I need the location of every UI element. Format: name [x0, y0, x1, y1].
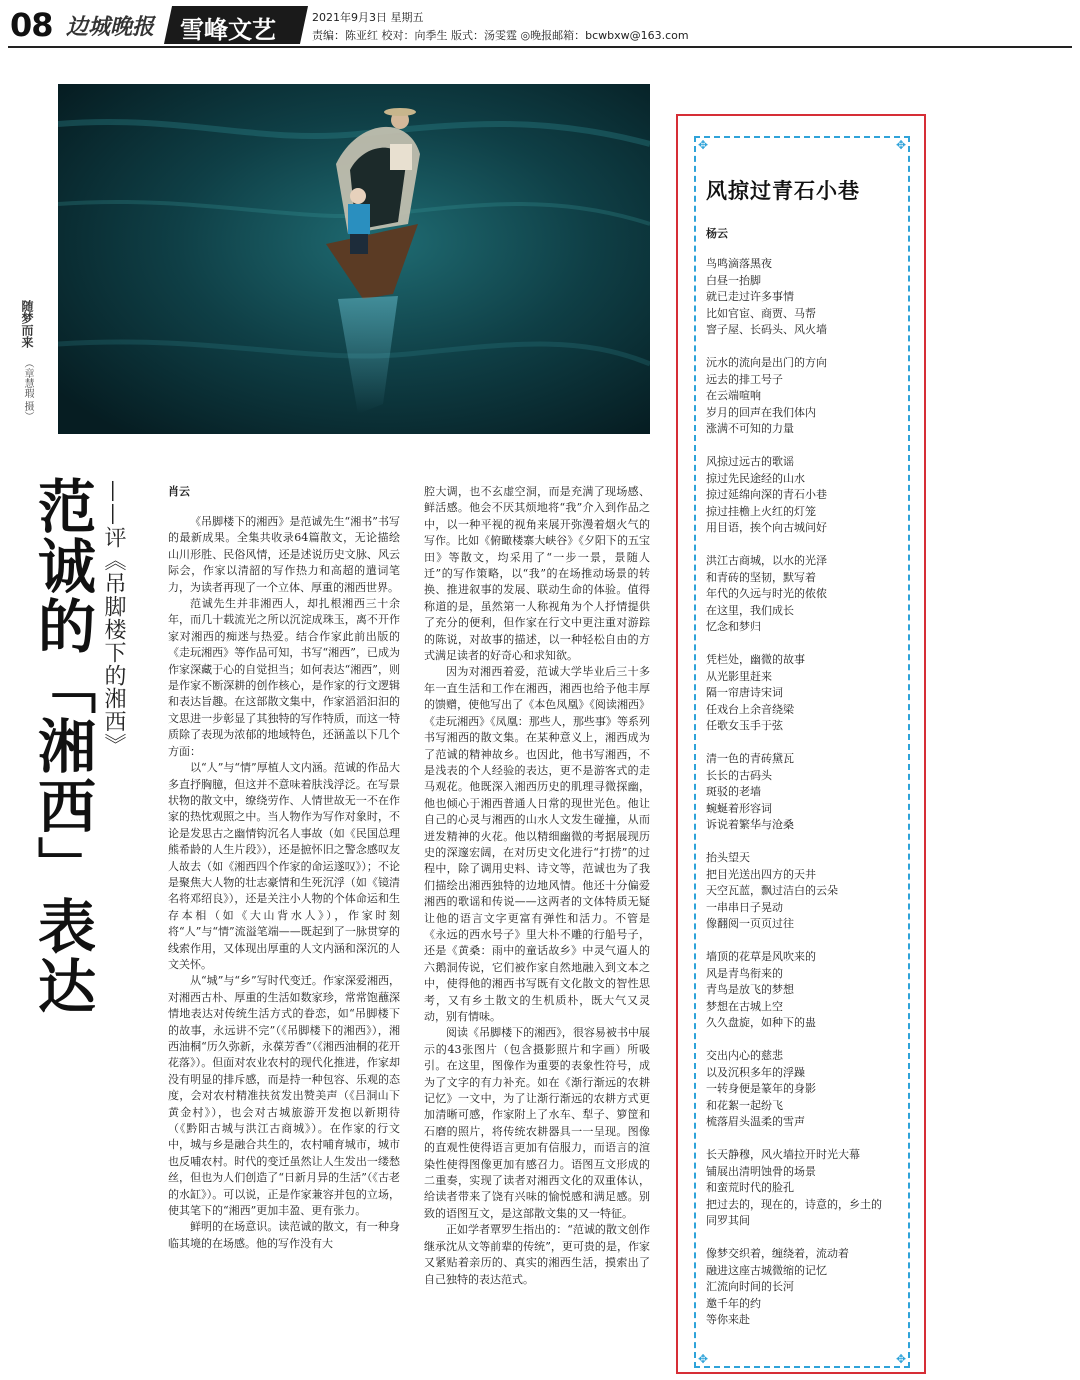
issue-date: 2021年9月3日 星期五	[312, 11, 424, 24]
poem-line: 以及沉积多年的浮躁	[706, 1065, 805, 1079]
poem-line: 像梦交织着，缠绕着，流动着	[706, 1247, 849, 1260]
poem-line: 沅水的流向是出门的方向	[706, 356, 827, 369]
corner-ornament-icon: ✥	[697, 138, 709, 152]
article-paragraph: 鲜明的在场意识。读范诚的散文，有一种身临其境的在场感。他的写作没有大	[168, 1220, 400, 1250]
poem-line: 掠过挂檐上火红的灯笼	[706, 504, 816, 518]
poem-line: 同罗其间	[706, 1214, 750, 1227]
poem-line: 一转身便是篆年的身影	[706, 1082, 816, 1095]
poem-line: 用目语，挨个向古城问好	[706, 521, 827, 534]
article-paragraph: 范诚先生并非湘西人，却扎根湘西三十余年，而几十载流光之所以沉淀成珠玉，离不开作家对湘西的痴迷与热爱。结合作家此前出版的《走玩湘西》等作品可知，书写“湘西”，已成为作家深藏于心的自觉担当；如何表达“湘西”，则是作家不断深耕的创作核心，是作家的行文逻辑和表达旨趣。在这部散文集中，作家滔滔汩汩的文思进一步彰显了其独特的写作特质，而这一特质除了表现为浓郁的地域特色，还涵盖以下几个方面：	[168, 597, 400, 758]
poem-line: 诉说着繁华与沧桑	[706, 818, 794, 831]
poem-line: 抬头望天	[706, 851, 750, 864]
poem-line: 交出内心的慈悲	[706, 1049, 783, 1062]
poem-stanza	[706, 1246, 906, 1329]
section-name: 雪峰文艺	[180, 15, 276, 44]
article-title: 范诚的「湘西」表达	[28, 476, 96, 1016]
poem-line: 梦想在古城上空	[706, 999, 783, 1013]
staff-credits: 责编：陈亚红 校对：向季生 版式：汤雯霆 ◎晚报邮箱：bcwbxw@163.com	[312, 29, 689, 42]
poem-line: 和青砖的坚韧，默写着	[706, 570, 816, 584]
poem-line: 远去的排工号子	[706, 372, 783, 386]
poem-line: 梳落眉头温柔的雪声	[706, 1115, 805, 1128]
header-rule	[8, 46, 1072, 48]
poem-line: 和蛮荒时代的脸孔	[706, 1181, 794, 1194]
poem-line: 墙顶的花草是风吹来的	[706, 950, 816, 963]
poem-line: 青鸟是放飞的梦想	[706, 983, 794, 996]
poem-line: 涨满不可知的力量	[706, 422, 794, 435]
poem-line: 天空瓦蓝，飘过洁白的云朵	[706, 884, 838, 897]
article-column-1	[168, 514, 400, 1252]
photo-credit: （章慧瑕 摄）	[22, 358, 33, 422]
article-author: 肖云	[168, 485, 190, 498]
poem-line: 汇流向时间的长河	[706, 1280, 794, 1293]
poem-line: 长长的古码头	[706, 768, 772, 782]
poem-line: 和花絮一起纷飞	[706, 1098, 783, 1112]
poem-line: 窨子屋、长码头、风火墙	[706, 323, 827, 336]
poem-line: 忆念和梦归	[706, 620, 761, 633]
corner-ornament-icon: ✥	[697, 1352, 709, 1366]
poem-line: 比如官宦、商贾、马帮	[706, 306, 816, 320]
poem-line: 像翻阅一页页过往	[706, 917, 794, 930]
article-paragraph: 腔大调，也不玄虚空洞，而是充满了现场感、鲜活感。他会不厌其烦地将“我”介入到作品之中，以一种平视的视角来展开弥漫着烟火气的写作。比如《俯瞰楼寨大峡谷》《夕阳下的五宝田》等散文，均采用了“一步一景，景随人迁”的写作策略，以“我”的在场推动场景的转换、推进叙事的发展、联动生命的体验。值得称道的是，虽然第一人称视角为个人抒情提供了充分的便利，但作家在行文中更注重对游踪的陈说，对故事的描述，以一种轻松自由的方式满足读者的好奇心和求知欲。	[424, 485, 650, 663]
poem-stanza	[706, 553, 906, 636]
poem-line: 在云端喧响	[706, 389, 761, 402]
poem-line: 任戏台上余音绕梁	[706, 702, 794, 716]
poem-line: 岁月的回声在我们体内	[706, 405, 816, 419]
poem-line: 清一色的青砖黛瓦	[706, 752, 794, 765]
article-paragraph: 因为对湘西着爱，范诚大学毕业后三十多年一直生活和工作在湘西，湘西也给予他丰厚的馈赠，使他写出了《本色凤凰》《阅读湘西》《走玩湘西》《凤凰：那些人，那些事》等系列书写湘西的散文集。在某种意义上，湘西成为了范诚的精神故乡。也因此，他书写湘西，不是浅表的个人经验的表达，更不是游客式的走马观花。他既深入湘西历史的肌理寻微探幽，他也倾心于湘西普通人日常的现世光色。他让自己的心灵与湘西的山水人文发生碰撞，从而迸发精神的火花。他以精细幽微的考据展现历史的深邃宏阔，在对历史文化进行“打捞”的过程中，除了调用史料、诗文等，范诚也为了我们描绘出湘西独特的边地风情。他还十分偏爱湘西的歌谣和传说——这两者的文体特质无疑让他的语言文字更富有弹性和活力。不管是《永远的西水号子》里大朴不雕的行船号子，还是《黄桑：雨中的童话故乡》中灵气逼人的六鹅洞传说，它们被作家自然地融入到文本之中，使得他的湘西书写既有文化散文的智性思考，又有乡土散文的生机质朴，既大气又灵动，别有情味。	[424, 665, 650, 1023]
poem-stanza	[706, 355, 906, 438]
poem-line: 风掠过远古的歌谣	[706, 455, 794, 468]
article-paragraph: 《吊脚楼下的湘西》是范诚先生“湘书”书写的最新成果。全集共收录64篇散文，无论描绘山川形胜、民俗风情，还是述说历史文脉、风云际会，作家以清韶的写作热力和高超的遣词笔力，为读者再现了一个立体、厚重的湘西世界。	[168, 515, 400, 594]
poem-stanza	[706, 751, 906, 834]
poem-line: 凭栏处，幽微的故事	[706, 653, 805, 666]
poem-stanza	[706, 949, 906, 1032]
poem-line: 蜿蜒着形容词	[706, 801, 772, 815]
poem-line: 掠过先民途经的山水	[706, 471, 805, 485]
poem-line: 斑驳的老墙	[706, 785, 761, 798]
poem-line: 把目光送出四方的天井	[706, 867, 816, 881]
poem-stanza	[706, 850, 906, 933]
poem-line: 久久盘旋，如种下的蛊	[706, 1016, 816, 1029]
poem-line: 就已走过许多事情	[706, 290, 794, 303]
corner-ornament-icon: ✥	[895, 1352, 907, 1366]
poem-title: 风掠过青石小巷	[706, 179, 860, 203]
poem-stanza	[706, 256, 906, 339]
poem-line: 任歌女玉手于弦	[706, 719, 783, 732]
article-subtitle: ——评《吊脚楼下的湘西》	[101, 480, 126, 756]
poem-stanza	[706, 1147, 906, 1230]
poem-stanza	[706, 652, 906, 735]
corner-ornament-icon: ✥	[895, 138, 907, 152]
poem-line: 洪江古商城，以水的光泽	[706, 554, 827, 567]
boat-photo	[58, 84, 650, 434]
article-paragraph: 从“城”与“乡”写时代变迁。作家深爱湘西，对湘西古朴、厚重的生活如数家珍，常常饱蘸深情地表达对传统生活方式的眷恋，如“吊脚楼下的故事，永远讲不完”（《吊脚楼下的湘西》），湘西油桐“历久弥新，永葆芳香”（《湘西油桐的花开花落》）。但面对农业农村的现代化推进，作家却没有明显的排斥感，而是持一种包容、乐观的态度，会对农村精准扶贫发出赞美声（《吕洞山下黄金村》），也会对古城旅游开发抱以新期待（《黔阳古城与洪江古商城》）。在作家的行文中，城与乡是融合共生的，农村哺育城市，城市也反哺农村。时代的变迁虽然让人生发出一缕愁丝，但也为人们创造了“日新月异的生活”（《古老的水缸》）。可以说，正是作家兼容并包的立场，使其笔下的“湘西”更加丰盈、更有张力。	[168, 974, 400, 1218]
photo-caption: 随梦而来	[20, 300, 34, 348]
poem-stanza	[706, 1048, 906, 1131]
poem-line: 在这里，我们成长	[706, 603, 794, 617]
poem-line: 一串串日子晃动	[706, 900, 783, 914]
poem-line: 隔一帘唐诗宋词	[706, 686, 783, 699]
article-paragraph: 以“人”与“情”厚植人文内涵。范诚的作品大多直抒胸臆，但这并不意味着肤浅浮泛。在写景状物的散文中，缭绕劳作、人情世故无一不在作家的热忱观照之中。当人物作为写作对象时，不论是发思古之幽情钩沉名人事故（如《民国总理熊希龄的人生片段》），还是摭怀旧之警念感叹友人故去（如《湘西四个作家的命运遂叹》）；不论是聚焦大人物的壮志豪情和生死沉浮（如《镜清名将邓绍良》），还是关注小人物的个体命运和生存本相（如《大山背水人》），作家时刻将“人”与“情”流溢笔端——既起到了一脉贯穿的线索作用，又体现出厚重的人文内涵和深沉的人文关怀。	[168, 761, 400, 971]
poem-line: 铺展出清明蚀骨的场景	[706, 1164, 816, 1178]
poem-line: 年代的久远与时光的侬侬	[706, 587, 827, 600]
poem-line: 从光影里赶来	[706, 669, 772, 683]
paper-name: 边城晚报	[66, 14, 155, 40]
poem-line: 融进这座古城微缩的记忆	[706, 1263, 827, 1277]
poem-line: 邀千年的约	[706, 1296, 761, 1310]
poem-line: 等你来赴	[706, 1313, 750, 1326]
poem-stanza	[706, 454, 906, 537]
article-paragraph: 阅读《吊脚楼下的湘西》，很容易被书中展示的43张图片（包含摄影照片和字画）所吸引。在这里，图像作为重要的表象性符号，成为了文字的有力补充。如在《渐行渐远的农耕记忆》一文中，为了让渐行渐远的农耕方式更加清晰可感，作家附上了水车、犁子、箩筐和石磨的照片，将传统农耕器具一一呈现。图像的直观性使得语言更加有信服力，而语言的渲染性使得图像更加有感召力。语图互文形成的二重奏，实现了读者对湘西文化的双重体认，给读者带来了饶有兴味的愉悦感和满足感。别致的语图互文，是这部散文集的又一特征。	[424, 1026, 650, 1220]
article-column-2	[424, 484, 650, 1288]
poem-body	[706, 256, 906, 1345]
poem-line: 掠过延绵向深的青石小巷	[706, 488, 827, 501]
poem-line: 把过去的，现在的，诗意的，乡土的	[706, 1197, 882, 1211]
poem-line: 风是青鸟衔来的	[706, 966, 783, 980]
poem-line: 鸟鸣滴落黑夜	[706, 257, 772, 270]
poem-line: 白昼一抬脚	[706, 273, 761, 287]
article-paragraph: 正如学者覃罗生指出的：“范诚的散文创作继承沈从文等前辈的传统”，更可贵的是，作家又紧贴着亲历的、真实的湘西生活，摸索出了自己独特的表达范式。	[424, 1223, 650, 1286]
poem-line: 长天静穆，风火墙拉开时光大幕	[706, 1148, 860, 1161]
page-number: 08	[10, 6, 53, 44]
poem-author: 杨云	[706, 227, 728, 240]
